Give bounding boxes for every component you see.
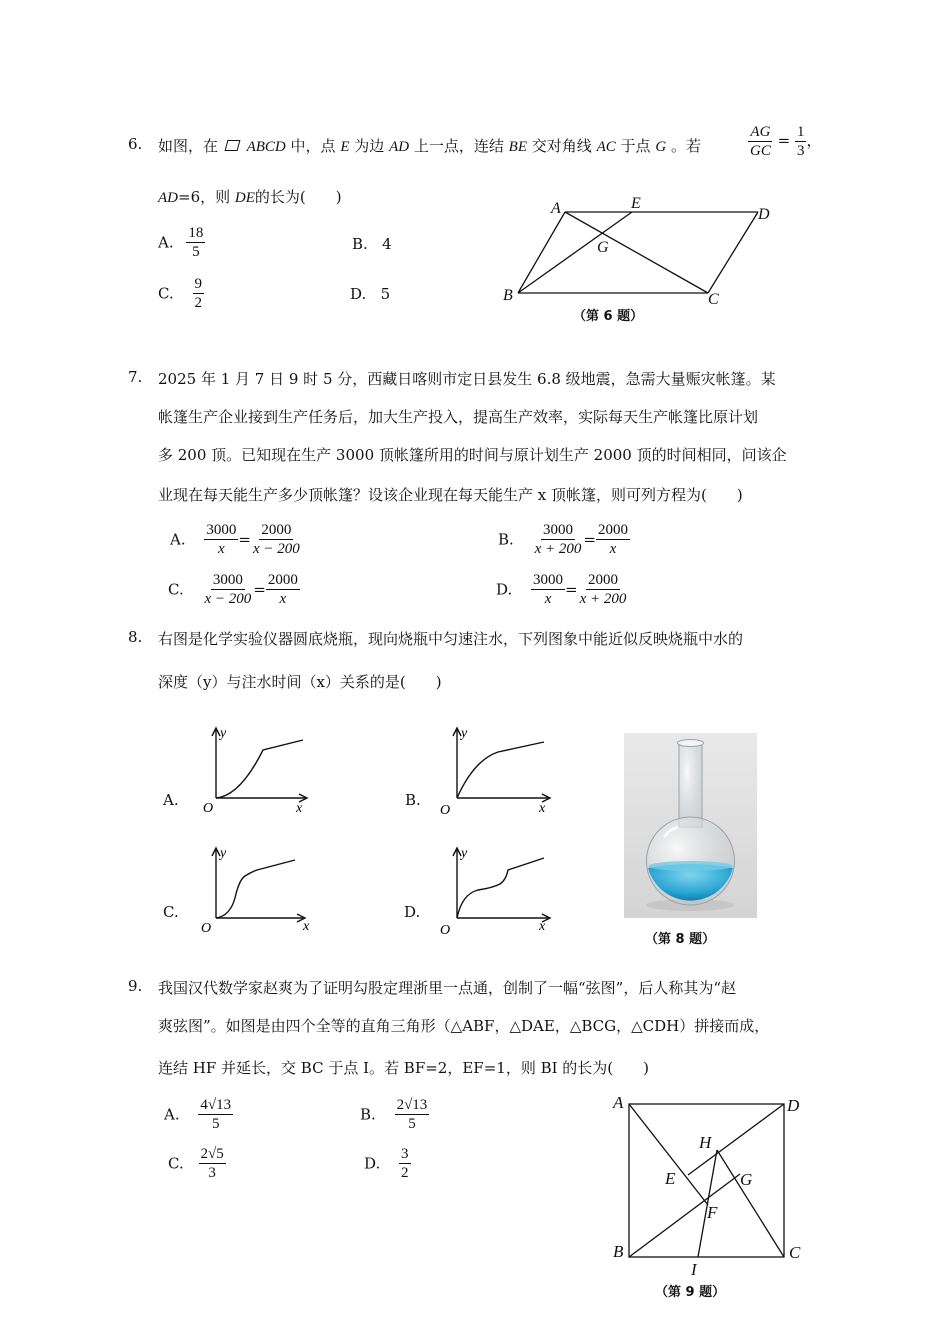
q6-option-a[interactable]: A. $\frac{18}{5}$: [158, 225, 204, 260]
q9-label-c: C: [789, 1243, 801, 1262]
q9-stem-line2: 爽弦图”。如图是由四个全等的直角三角形（△ABF，△DAE，△BCG，△CDH）拼接而成，: [158, 1017, 770, 1035]
q9-label-e: E: [665, 1169, 676, 1188]
q9-label-g: G: [740, 1170, 753, 1189]
q6-option-c[interactable]: C. $\frac{9}{2}$: [158, 276, 202, 311]
q6-label-e: E: [631, 195, 641, 212]
q9-option-c[interactable]: C. $\frac{2√5}{3}$: [168, 1146, 224, 1181]
q6-label-b: B: [503, 287, 513, 304]
q8-stem-line1: 右图是化学实验仪器圆底烧瓶，现向烧瓶中匀速注水，下列图象中能近似反映烧瓶中水的: [158, 630, 744, 648]
svg-text:O: O: [203, 801, 214, 816]
q6-text-g: 。若: [670, 137, 701, 155]
q6-edge-ba: [518, 212, 565, 293]
q6-stem-line2: AD=6，则 DE的长为( ): [158, 188, 342, 206]
q8-option-d-label[interactable]: D.: [404, 903, 421, 921]
q6-ratio-eq: =: [777, 131, 791, 150]
q9-segment-af: [629, 1104, 708, 1205]
svg-text:O: O: [201, 921, 212, 936]
q6-diagonal-ac: [565, 212, 708, 293]
q9-number: 9.: [128, 977, 143, 995]
q8-option-b-label[interactable]: B.: [405, 791, 421, 809]
q8-option-c-label[interactable]: C.: [163, 903, 179, 921]
q6-text-c: 为边: [354, 137, 385, 155]
q8-stem-line2: 深度（y）与注水时间（x）关系的是( ): [158, 673, 442, 691]
q9-option-a[interactable]: A. $\frac{4√13}{5}$: [164, 1097, 232, 1132]
q6-pt-g: G: [655, 139, 667, 155]
flask-neck: [679, 743, 702, 827]
svg-text:x: x: [539, 801, 546, 816]
svg-text:y: y: [461, 846, 468, 861]
svg-text:y: y: [220, 846, 227, 861]
q6-seg-ac: AC: [596, 139, 616, 155]
q8-curve-d: [457, 858, 544, 918]
q9-segment-ch: [717, 1150, 784, 1257]
q8-caption: （第 8 题）: [645, 932, 716, 947]
q6-ratio: $\frac{AG}{GC}$ = $\frac{1}{3}$ ，: [750, 124, 822, 159]
svg-text:x: x: [296, 801, 303, 816]
q9-caption: （第 9 题）: [655, 1285, 726, 1300]
q6-number: 6.: [128, 135, 143, 153]
q6-option-b[interactable]: B. 4: [352, 235, 392, 253]
q6-para-name: ABCD: [246, 139, 286, 155]
q8-curve-c: [216, 860, 295, 918]
q8-graph-d[interactable]: [436, 842, 561, 937]
q6-ratio-frac: $\frac{AG}{GC}$: [750, 124, 771, 159]
q7-stem-line3: 多 200 顶。已知现在生产 3000 顶帐篷所用的时间与原计划生产 2000 顶的时间相同，问该企: [158, 446, 787, 464]
svg-text:y: y: [220, 726, 227, 741]
q9-option-b[interactable]: B. $\frac{2√13}{5}$: [360, 1097, 428, 1132]
q6-text-f: 于点: [620, 137, 651, 155]
q8-option-a-label[interactable]: A.: [163, 791, 179, 809]
q7-option-a[interactable]: A. $\frac{3000}{x}$ = $\frac{2000}{x - 200}$: [170, 522, 300, 557]
q6-label-c: C: [708, 291, 719, 308]
q6-pt-e: E: [340, 139, 350, 155]
q6-label-a: A: [551, 200, 561, 217]
q8-number: 8.: [128, 628, 143, 646]
flask-image: [624, 733, 757, 918]
q6-text-e: 交对角线: [531, 137, 592, 155]
q6-text-a: 如图，在: [158, 137, 219, 155]
q6-figure: [495, 190, 785, 315]
q9-label-i: I: [691, 1260, 697, 1277]
q9-label-f: F: [707, 1203, 718, 1222]
svg-text:x: x: [539, 919, 546, 934]
q9-stem-line1: 我国汉代数学家赵爽为了证明勾股定理浙里一点通，创制了一幅“弦图”，后人称其为“赵: [158, 979, 737, 997]
q9-option-d[interactable]: D. $\frac{3}{2}$: [364, 1146, 409, 1181]
q6-label-g: G: [597, 239, 609, 256]
q7-stem-line1: 2025 年 1 月 7 日 9 时 5 分，西藏日喀则市定日县发生 6.8 级地震，急需大量赈灾帐篷。某: [158, 370, 776, 388]
q7-option-d[interactable]: D. $\frac{3000}{x}$ = $\frac{2000}{x + 200}$: [496, 572, 627, 607]
parallelogram-icon: [224, 140, 240, 151]
svg-text:x: x: [303, 919, 310, 934]
q8-graph-c[interactable]: [195, 842, 320, 937]
q6-seg-ad: AD: [389, 139, 410, 155]
q6-label-d: D: [758, 206, 770, 223]
q6-ratio-value: $\frac{1}{3}$: [796, 124, 805, 159]
svg-text:y: y: [461, 726, 468, 741]
q7-stem-line2: 帐篷生产企业接到生产任务后，加大生产投入，提高生产效率，实际每天生产帐篷比原计划: [158, 408, 759, 426]
q7-option-b[interactable]: B. $\frac{3000}{x + 200}$ = $\frac{2000}{x}$: [498, 522, 628, 557]
q6-segment-be: [518, 212, 632, 293]
q6-text-d: 上一点，连结: [413, 137, 504, 155]
q9-label-b: B: [613, 1242, 624, 1261]
q7-number: 7.: [128, 368, 143, 386]
q9-label-h: H: [699, 1133, 712, 1152]
q6-seg-be: BE: [508, 139, 527, 155]
q9-figure: [605, 1092, 815, 1277]
q9-square-abcd: [629, 1104, 784, 1257]
q6-stem-line1: [158, 135, 701, 156]
q8-graph-b[interactable]: [436, 724, 561, 819]
q7-option-c[interactable]: C. $\frac{3000}{x - 200}$ = $\frac{2000}{x}$: [168, 572, 298, 607]
svg-text:O: O: [440, 923, 451, 937]
q8-graph-a[interactable]: [195, 724, 320, 819]
q6-caption: （第 6 题）: [573, 309, 644, 324]
q6-edge-dc: [708, 212, 758, 293]
q9-label-d: D: [787, 1096, 800, 1115]
q9-segment-bg: [629, 1174, 740, 1257]
q8-curve-b: [457, 742, 544, 798]
q7-stem-line4: 业现在每天能生产多少顶帐篷？设该企业现在每天能生产 x 顶帐篷，则可列方程为( ): [158, 486, 743, 504]
q6-option-d[interactable]: D. 5: [350, 285, 391, 303]
svg-text:O: O: [440, 803, 451, 818]
q8-curve-a: [216, 740, 303, 798]
q9-label-a: A: [613, 1093, 624, 1112]
q9-stem-line3: 连结 HF 并延长，交 BC 于点 I。若 BF=2，EF=1，则 BI 的长为( ): [158, 1059, 650, 1077]
q6-text-b: 中，点: [290, 137, 336, 155]
